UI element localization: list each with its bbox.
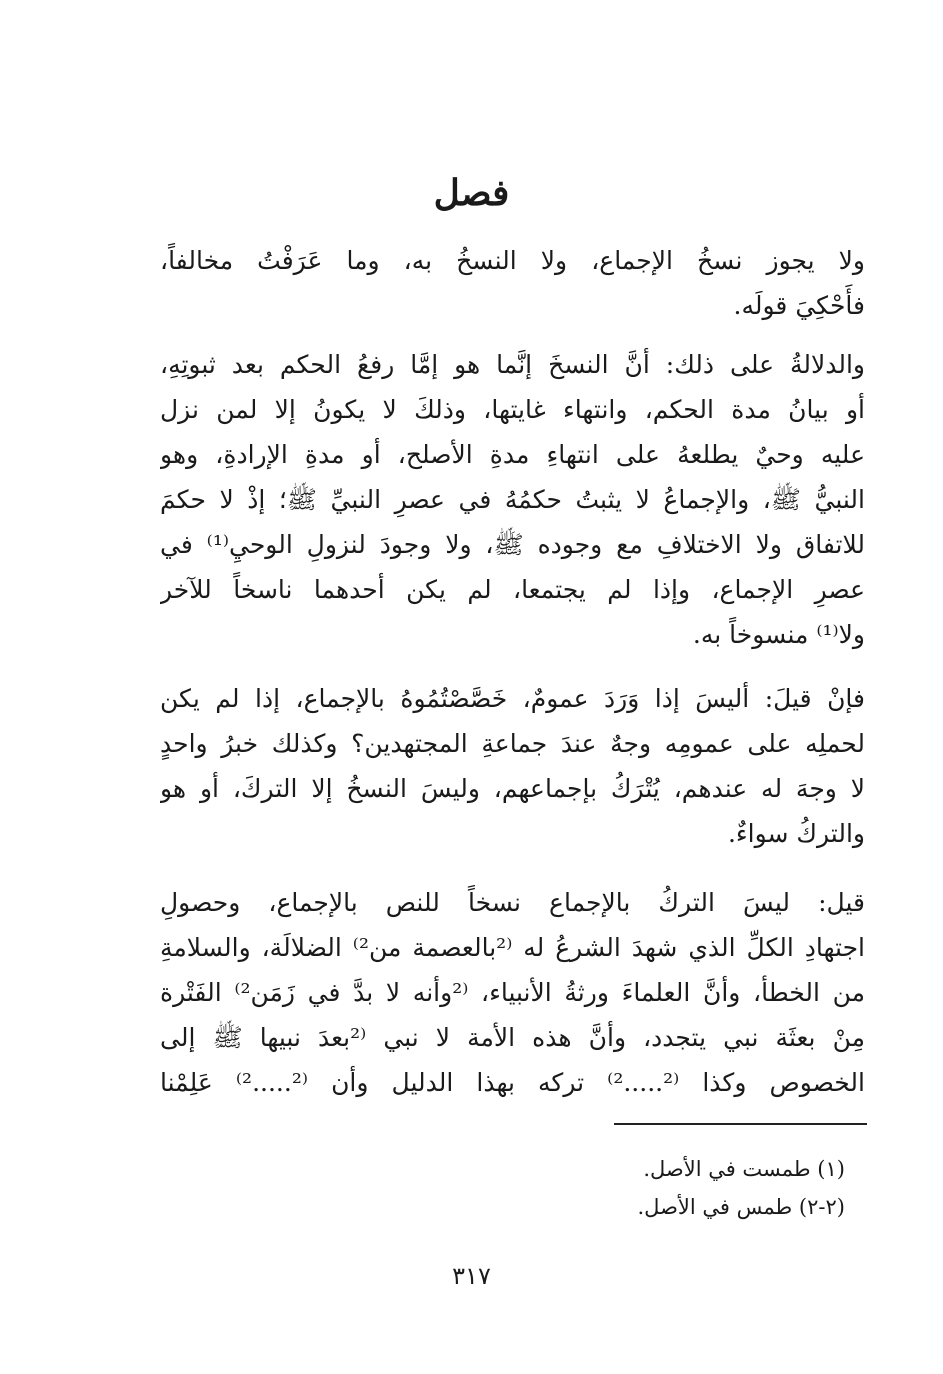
footnote: (١) طمست في الأصل.: [643, 1157, 845, 1181]
text-line: والدلالةُ على ذلك: أنَّ النسخَ إنَّما هو إمَّا رفعُ الحكم بعد ثبوتِهِ،: [160, 350, 865, 379]
paragraph-4: [160, 880, 865, 1105]
text-line: الخصوص وكذا ⁽².....²⁾ تركه بهذا الدليل وأن ⁽².....²⁾ عَلِمْنا: [160, 1068, 865, 1097]
text-line: لحملِه على عمومِه وجهٌ عندَ جماعةِ المجتهدين؟ وكذلك خبرُ واحدٍ: [160, 729, 865, 758]
text-line: فأَحْكِيَ قولَه.: [733, 291, 865, 320]
text-line: مِنْ بعثَة نبي يتجدد، وأنَّ هذه الأمة لا نبي ⁽²بعدَ نبيها ﷺ إلى: [160, 1023, 865, 1052]
paragraph-2: [160, 342, 865, 657]
text-line: والتركُ سواءٌ.: [727, 819, 865, 848]
footnote: (٢-٢) طمس في الأصل.: [637, 1195, 845, 1219]
text-line: من الخطأ، وأنَّ العلماءَ ورثةُ الأنبياء، ⁽²وأنه لا بدَّ في زَمَن²⁾ الفَتْرة: [160, 978, 865, 1007]
text-line: لا وجهَ له عندهم، يُتْرَكُ بإجماعهم، وليسَ النسخُ إلا التركَ، أو هو: [160, 774, 865, 803]
text-line: اجتهادِ الكلِّ الذي شهدَ الشرعُ له ⁽²بالعصمة من²⁾ الضلالَة، والسلامةِ: [160, 933, 865, 962]
section-heading: فصل: [433, 172, 510, 214]
paragraph-1: [160, 238, 865, 328]
text-line: ولا⁽¹⁾ منسوخاً به.: [692, 620, 865, 649]
text-line: عليه وحيٌ يطلعهُ على انتهاءِ مدةِ الأصلح، أو مدةِ الإرادةِ، وهو: [160, 440, 865, 469]
text-line: النبيُّ ﷺ، والإجماعُ لا يثبتُ حكمُهُ في عصرِ النبيِّ ﷺ؛ إذْ لا حكمَ: [160, 485, 865, 514]
paragraph-3: [160, 676, 865, 856]
text-line: فإنْ قيلَ: أليسَ إذا وَرَدَ عمومٌ، خَصَّصْتُمُوهُ بالإجماع، إذا لم يكن: [160, 684, 865, 713]
footnotes: [400, 1150, 845, 1226]
text-line: ولا يجوز نسخُ الإجماع، ولا النسخُ به، وما عَرَفْتُ مخالفاً،: [160, 246, 865, 275]
text-line: أو بيانُ مدة الحكم، وانتهاء غايتها، وذلكَ لا يكونُ إلا لمن نزل: [160, 395, 865, 424]
text-line: قيل: ليسَ التركُ بالإجماع نسخاً للنص بالإجماع، وحصولِ: [160, 888, 865, 917]
footnote-divider: [614, 1123, 867, 1125]
page-number: ٣١٧: [452, 1262, 491, 1290]
text-line: للاتفاق ولا الاختلافِ مع وجوده ﷺ، ولا وجودَ لنزولِ الوحيِ⁽¹⁾ في: [160, 530, 865, 559]
text-line: عصرِ الإجماع، وإذا لم يجتمعا، لم يكن أحدهما ناسخاً للآخر: [160, 575, 865, 604]
